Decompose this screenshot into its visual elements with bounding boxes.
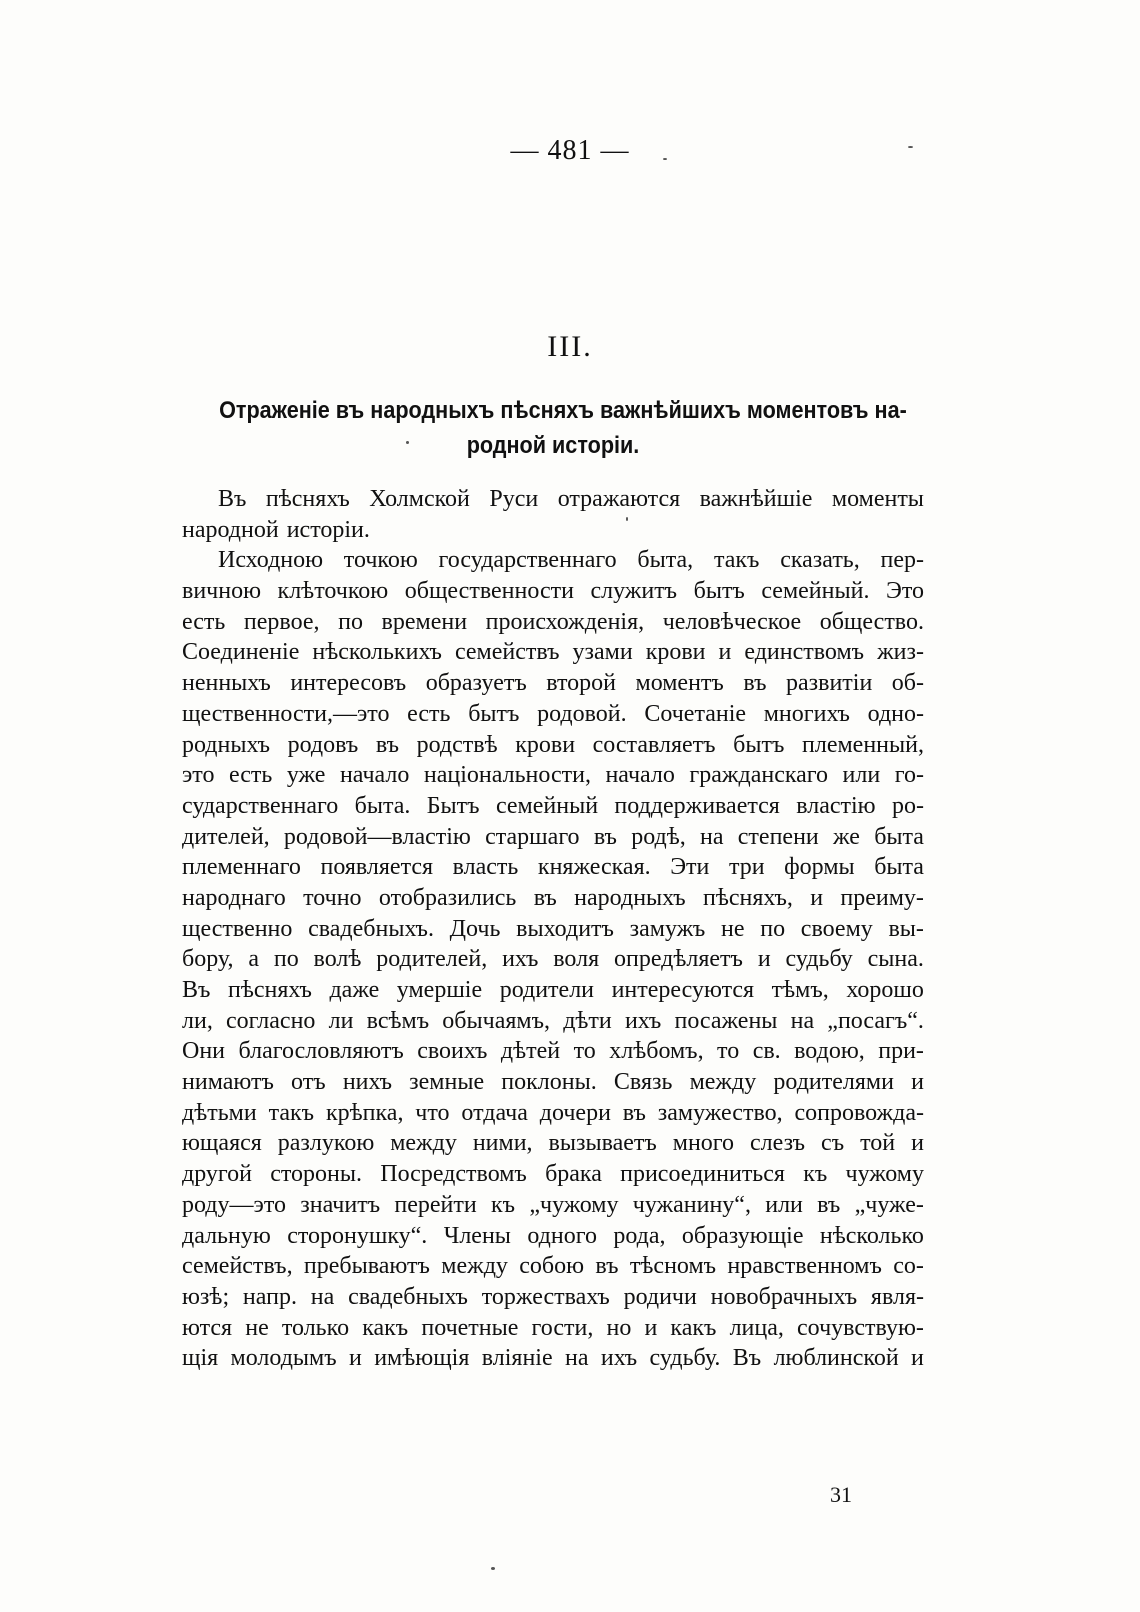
word: преиму-	[840, 884, 924, 911]
text-line	[182, 1128, 924, 1159]
word: свадебныхъ.	[308, 915, 434, 942]
word: и	[911, 1345, 924, 1372]
word: Бытъ	[426, 792, 480, 819]
word: и	[644, 1314, 658, 1341]
word: „чуже-	[854, 1191, 924, 1218]
word: земные	[409, 1069, 485, 1096]
word: вы-	[888, 915, 924, 942]
text-line	[182, 1282, 924, 1313]
word: значитъ	[300, 1191, 381, 1218]
word: поклоны.	[501, 1069, 597, 1096]
word: сочувствую-	[797, 1314, 924, 1341]
word: или	[842, 762, 881, 789]
word: нѣсколько	[819, 1222, 924, 1249]
text-line	[182, 484, 924, 515]
text-line	[182, 1036, 924, 1067]
word: сказать,	[780, 547, 860, 574]
word: крови	[645, 639, 706, 666]
word: пѣсняхъ,	[702, 884, 793, 911]
word: одно-	[867, 700, 924, 727]
text-line	[182, 637, 924, 668]
word: бору,	[182, 946, 234, 973]
section-title	[219, 393, 907, 463]
word: пѣсняхъ	[227, 977, 312, 1003]
word: въ	[595, 1253, 619, 1280]
text-line	[182, 607, 924, 638]
word: родствѣ	[416, 731, 498, 758]
word: нравственномъ	[727, 1253, 882, 1280]
text-line	[182, 1251, 924, 1282]
word: напр.	[242, 1283, 297, 1310]
word: же	[833, 823, 860, 850]
word: разлукою	[277, 1130, 375, 1157]
word: и	[349, 1345, 362, 1372]
word: служитъ	[590, 578, 678, 605]
word: національности,	[423, 762, 591, 789]
text-line	[182, 822, 924, 853]
word: степени	[737, 823, 819, 850]
word: развитіи	[785, 670, 873, 697]
word: „посагъ“.	[827, 1007, 924, 1034]
word: Эти	[670, 854, 710, 881]
word: Сочетаніе	[644, 700, 747, 727]
word: уже	[286, 762, 326, 789]
word: единствомъ	[744, 639, 865, 666]
word: первое,	[243, 608, 320, 635]
word: щія	[182, 1345, 219, 1372]
word: со-	[893, 1253, 924, 1280]
word: узами	[572, 639, 633, 666]
word: волѣ	[313, 946, 362, 973]
word: въ	[533, 884, 557, 911]
word: той	[860, 1130, 896, 1157]
word: отобразились	[378, 884, 517, 911]
text-line	[182, 852, 924, 883]
word: сударственнаго	[182, 792, 339, 819]
print-speck	[908, 146, 913, 148]
word: одного	[527, 1222, 597, 1249]
word: точкою	[343, 547, 418, 574]
text-line	[182, 944, 924, 975]
word: замужество,	[657, 1099, 783, 1126]
text-line	[182, 883, 924, 914]
print-speck	[406, 441, 409, 444]
text-line	[182, 760, 924, 791]
word: опредѣляетъ	[613, 946, 743, 973]
word: торжествахъ	[481, 1283, 610, 1310]
word: гости,	[531, 1314, 594, 1341]
word: нихъ	[342, 1069, 392, 1096]
word: согласно	[226, 1007, 316, 1034]
word: замужъ	[629, 915, 706, 942]
word: важнѣйшіе	[699, 486, 813, 512]
word: имѣющія	[374, 1345, 470, 1372]
word: Соединеніе	[182, 639, 300, 666]
word: къ	[803, 1161, 828, 1188]
word: жиз-	[877, 639, 924, 666]
word: въ	[743, 670, 767, 697]
word: ются	[182, 1314, 233, 1341]
word: родителями	[773, 1069, 894, 1096]
print-speck	[663, 158, 667, 160]
word: родѣ,	[631, 823, 686, 850]
word: рода,	[613, 1222, 666, 1249]
word: общество.	[819, 608, 924, 635]
word: моменты	[831, 486, 924, 512]
word: народнаго	[182, 884, 286, 911]
text-line	[182, 1313, 924, 1344]
word: только	[281, 1314, 350, 1341]
word: то	[573, 1038, 596, 1065]
word: интересуются	[611, 977, 755, 1003]
word: Они	[182, 1038, 226, 1065]
word: многихъ	[763, 700, 850, 727]
word: точно	[303, 884, 362, 911]
word: на	[310, 1283, 335, 1310]
word: ненныхъ	[182, 670, 271, 697]
word: родныхъ	[182, 731, 270, 758]
word: Это	[885, 578, 924, 605]
word: по	[273, 946, 299, 973]
word: человѣческое	[662, 608, 802, 635]
word: бытъ	[693, 578, 745, 605]
word: перейти	[394, 1191, 477, 1218]
word: много	[672, 1130, 735, 1157]
word: юзѣ;	[182, 1283, 230, 1310]
word: хлѣбомъ,	[609, 1038, 704, 1065]
word: княжеская.	[537, 854, 651, 881]
word: клѣточкою	[277, 578, 389, 605]
word: Руси	[489, 486, 539, 512]
word: формы	[784, 854, 855, 881]
word: времени	[381, 608, 468, 635]
word: своихъ	[417, 1038, 488, 1065]
text-line	[182, 515, 924, 546]
word: Въ	[732, 1345, 762, 1372]
text-line	[182, 576, 924, 607]
text-line	[182, 545, 924, 576]
word: дѣтьми	[182, 1099, 257, 1126]
print-speck	[491, 1567, 495, 1570]
word: ними,	[472, 1130, 533, 1157]
word: это	[182, 762, 215, 789]
word: об-	[891, 670, 924, 697]
word: Дочь	[449, 915, 501, 942]
word: по	[760, 915, 786, 942]
word: тѣсномъ	[629, 1253, 717, 1280]
text-line	[182, 914, 924, 945]
word: и	[810, 884, 824, 911]
word: на	[700, 823, 724, 850]
word: стороны.	[270, 1161, 363, 1188]
word: родители	[499, 977, 595, 1003]
word: такъ	[268, 1099, 315, 1126]
text-line	[182, 1159, 924, 1190]
word: почетные	[421, 1314, 519, 1341]
word: роду—это	[182, 1191, 286, 1218]
word: въ	[593, 823, 617, 850]
word: выходитъ	[516, 915, 614, 942]
word: бытъ	[468, 700, 520, 727]
word: семейный.	[761, 578, 870, 605]
word: или	[765, 1191, 803, 1218]
word: семействъ,	[182, 1253, 293, 1280]
word: Члены	[443, 1222, 511, 1249]
word: и	[911, 1130, 924, 1157]
word: вичною	[182, 578, 262, 605]
word: сторонушку“.	[287, 1222, 428, 1249]
word: крѣпка,	[325, 1099, 404, 1126]
word: даже	[329, 977, 380, 1003]
word: поддерживается	[614, 792, 780, 819]
text-line	[182, 730, 924, 761]
word: Исходною	[218, 547, 324, 574]
word: судьбу	[785, 946, 853, 973]
word: при-	[878, 1038, 924, 1065]
word: дѣти	[563, 1007, 612, 1034]
section-title-line: Отраженіе въ народныхъ пѣсняхъ важнѣйшихъ моментовъ на-	[219, 397, 907, 424]
word: ихъ	[600, 1345, 638, 1372]
word: семействъ	[454, 639, 560, 666]
word: ихъ	[624, 1007, 662, 1034]
word: отъ	[291, 1069, 326, 1096]
word: явля-	[870, 1283, 924, 1310]
word: го-	[894, 762, 924, 789]
word: и	[911, 1069, 924, 1096]
word: нимаютъ	[182, 1069, 274, 1096]
text-line	[182, 668, 924, 699]
word: пер-	[880, 547, 924, 574]
word: ли,	[182, 1007, 213, 1034]
word: дѣтей	[500, 1038, 561, 1065]
word: сына.	[867, 946, 924, 973]
word: начало	[605, 762, 675, 789]
word: между	[441, 1253, 508, 1280]
word: такъ	[713, 547, 760, 574]
word: дальную	[182, 1222, 271, 1249]
word: тѣмъ,	[771, 977, 829, 1003]
word: всѣмъ	[366, 1007, 430, 1034]
word: обычаямъ,	[442, 1007, 550, 1034]
word: дителей,	[182, 823, 270, 850]
word: умершіе	[396, 977, 483, 1003]
word: родичи	[623, 1283, 697, 1310]
word: быта	[874, 854, 924, 881]
word: происхожденія,	[485, 608, 645, 635]
word: посажены	[674, 1007, 778, 1034]
word: бытъ	[733, 731, 785, 758]
word: и	[757, 946, 771, 973]
word: ющаяся	[182, 1130, 262, 1157]
word: чужанину“,	[632, 1191, 751, 1218]
word: между	[390, 1130, 457, 1157]
word: отдача	[461, 1099, 528, 1126]
word: образующіе	[681, 1222, 804, 1249]
word: на	[790, 1007, 815, 1034]
word: Холмской	[369, 486, 470, 512]
word: ихъ	[502, 946, 539, 973]
word: а	[248, 946, 259, 973]
word: родителей,	[376, 946, 488, 973]
word: Въ	[182, 977, 211, 1003]
text-line	[182, 1190, 924, 1221]
word: щественности,—это	[182, 700, 390, 727]
word: родовой.	[537, 700, 627, 727]
word: „чужому	[529, 1191, 619, 1218]
word: воля	[553, 946, 600, 973]
body-text	[182, 484, 924, 1374]
word: семейный	[495, 792, 599, 819]
word: пѣсняхъ	[265, 486, 350, 512]
word: новобрачныхъ	[710, 1283, 858, 1310]
word: быта.	[354, 792, 411, 819]
word: образуетъ	[425, 670, 527, 697]
section-numeral: III.	[547, 330, 593, 363]
word: молодымъ	[230, 1345, 337, 1372]
word: появляется	[320, 854, 434, 881]
word: есть	[182, 608, 226, 635]
word: другой	[182, 1161, 252, 1188]
word: исторіи.	[286, 516, 370, 543]
word: три	[728, 854, 765, 881]
section-title-line: родной исторіи.	[466, 432, 640, 459]
word: но	[606, 1314, 632, 1341]
word: Въ	[218, 486, 247, 512]
word: старшаго	[485, 823, 580, 850]
text-line	[182, 699, 924, 730]
word: не	[721, 915, 745, 942]
word: сопровожда-	[794, 1099, 924, 1126]
word: въ	[622, 1099, 646, 1126]
word: власть	[452, 854, 519, 881]
word: государственнаго	[438, 547, 617, 574]
word: дочери	[539, 1099, 611, 1126]
text-line	[182, 1343, 924, 1374]
signature-mark: 31	[830, 1482, 852, 1507]
word: ли	[328, 1007, 354, 1034]
word: народныхъ	[574, 884, 686, 911]
word: присоединиться	[620, 1161, 785, 1188]
text-line	[182, 1006, 924, 1037]
word: быта,	[637, 547, 694, 574]
word: слезъ	[750, 1130, 806, 1157]
word: есть	[407, 700, 451, 727]
word: то	[717, 1038, 740, 1065]
print-speck	[626, 517, 628, 521]
word: интересовъ	[290, 670, 407, 697]
word: что	[415, 1099, 450, 1126]
word: родовой—властію	[283, 823, 471, 850]
word: родовъ	[287, 731, 359, 758]
word: быта	[874, 823, 924, 850]
word: какъ	[670, 1314, 717, 1341]
word: есть	[228, 762, 273, 789]
paragraph	[182, 545, 924, 1374]
word: щественно	[182, 915, 293, 942]
word: племеннаго	[182, 854, 301, 881]
word: Связь	[613, 1069, 673, 1096]
paragraph	[182, 484, 924, 545]
word: вліяніе	[481, 1345, 553, 1372]
word: къ	[491, 1191, 516, 1218]
text-line	[182, 1098, 924, 1129]
word: между	[689, 1069, 757, 1096]
word: пребываютъ	[303, 1253, 430, 1280]
word: племенный,	[802, 731, 924, 758]
word: крови	[515, 731, 576, 758]
word: св.	[752, 1038, 781, 1065]
word: вызываетъ	[548, 1130, 657, 1157]
word: второй	[546, 670, 617, 697]
word: лица,	[729, 1314, 784, 1341]
text-line	[182, 791, 924, 822]
word: ро-	[891, 792, 924, 819]
text-line	[182, 1221, 924, 1252]
word: нѣсколькихъ	[312, 639, 442, 666]
text-line	[182, 1067, 924, 1098]
word: водою,	[794, 1038, 865, 1065]
word: брака	[545, 1161, 602, 1188]
word: своему	[800, 915, 873, 942]
word: Посредствомъ	[380, 1161, 527, 1188]
word: судьбу.	[649, 1345, 721, 1372]
word: и	[718, 639, 732, 666]
word: не	[245, 1314, 269, 1341]
word: начало	[339, 762, 410, 789]
word: какъ	[362, 1314, 409, 1341]
word: властію	[796, 792, 876, 819]
word: на	[564, 1345, 589, 1372]
word: общественности	[404, 578, 574, 605]
word: благословляютъ	[238, 1038, 404, 1065]
word: гражданскаго	[689, 762, 829, 789]
word: чужому	[845, 1161, 924, 1188]
word: въ	[817, 1191, 841, 1218]
word: составляетъ	[592, 731, 716, 758]
word: отражаются	[557, 486, 681, 512]
word: съ	[821, 1130, 845, 1157]
word: въ	[375, 731, 399, 758]
word: хорошо	[846, 977, 924, 1003]
word: свадебныхъ	[348, 1283, 468, 1310]
page-number: — 481 —	[510, 135, 630, 166]
word: моментъ	[635, 670, 724, 697]
text-line	[182, 975, 924, 1006]
word: народной	[182, 516, 279, 543]
word: по	[338, 608, 363, 635]
word: собою	[519, 1253, 585, 1280]
word: люблинской	[773, 1345, 899, 1372]
